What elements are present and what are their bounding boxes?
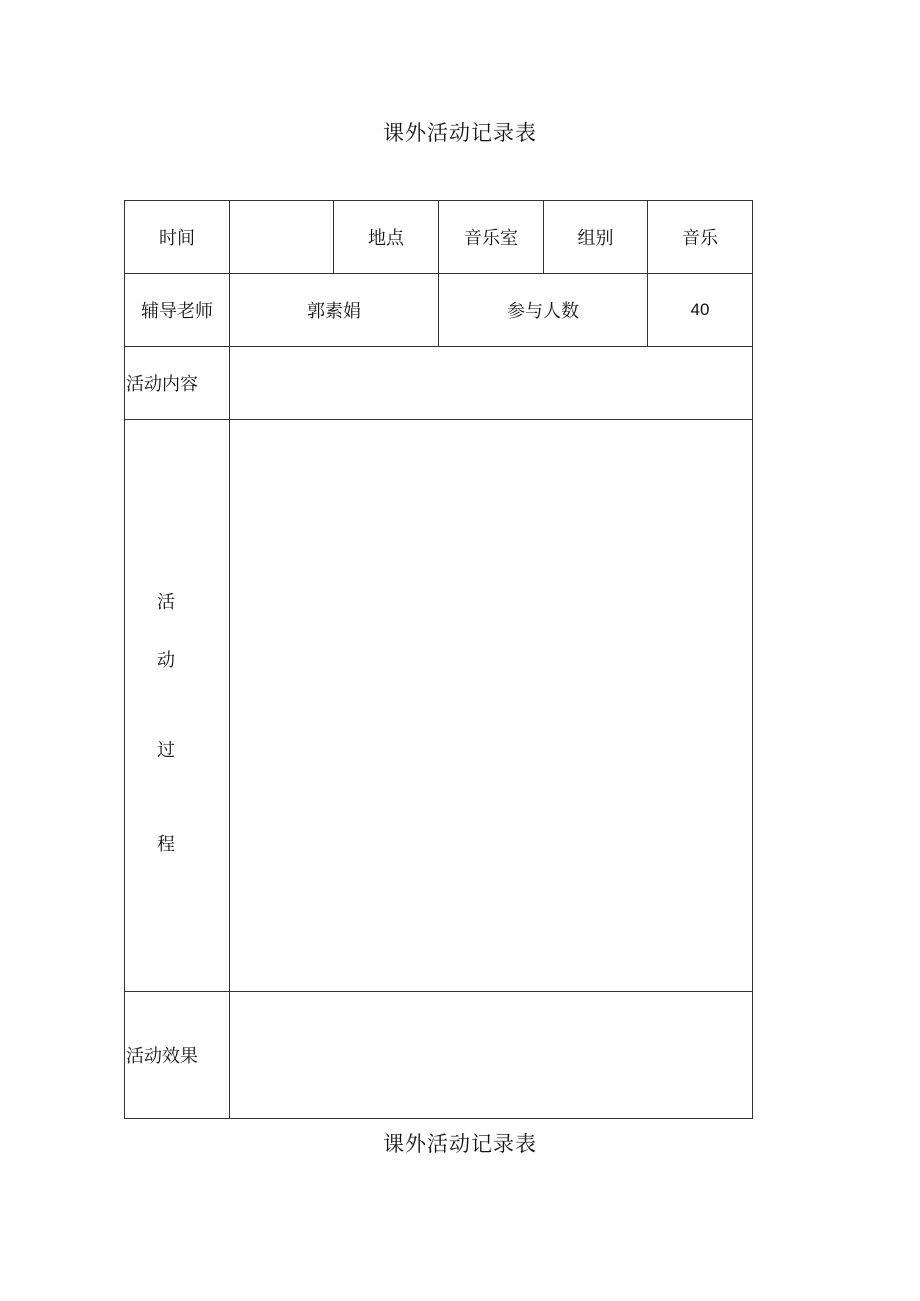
content-label: 活动内容 [124,346,230,420]
participants-value[interactable]: 40 [647,273,753,347]
participants-label: 参与人数 [438,273,648,347]
time-value[interactable] [229,200,334,274]
place-label: 地点 [333,200,439,274]
effect-label: 活动效果 [124,991,230,1119]
content-value[interactable] [229,346,753,420]
process-label-char: 程 [157,834,175,855]
page-title-repeat: 课外活动记录表 [383,1132,537,1156]
process-label-char: 活 [157,592,175,613]
place-value[interactable]: 音乐室 [438,200,544,274]
process-label-char: 过 [157,740,175,761]
effect-value[interactable] [229,991,753,1119]
group-value[interactable]: 音乐 [647,200,753,274]
time-label: 时间 [124,200,230,274]
teacher-label: 辅导老师 [124,273,230,347]
group-label: 组别 [543,200,648,274]
process-label-char: 动 [157,650,175,671]
process-label-cell [124,419,230,992]
page-title: 课外活动记录表 [383,121,537,145]
teacher-value[interactable]: 郭素娟 [229,273,439,347]
process-value[interactable] [229,419,753,992]
